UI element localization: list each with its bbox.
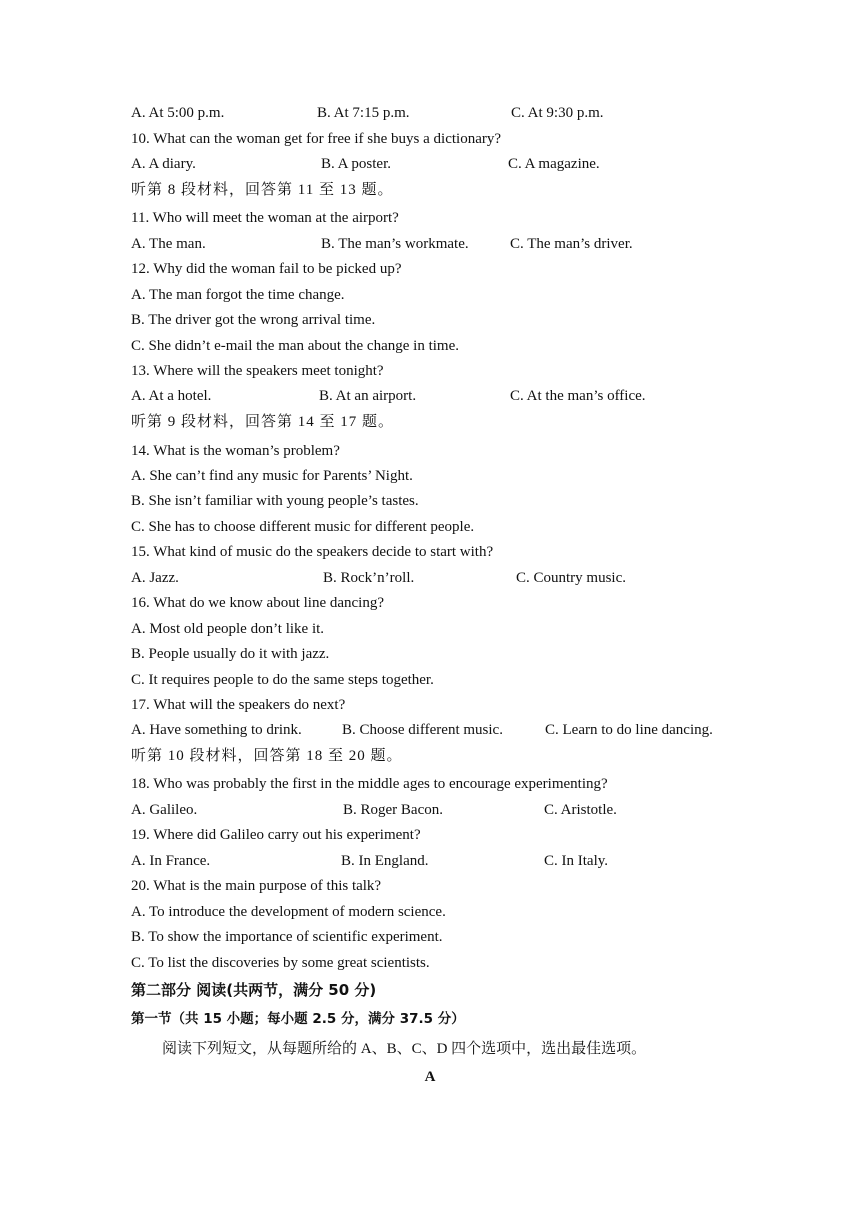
q14-option-b: B. She isn’t familiar with young people’s tastes.	[131, 493, 419, 509]
q17-option-a: A. Have something to drink.	[131, 722, 302, 738]
q13-question: 13. Where will the speakers meet tonight?	[131, 363, 384, 379]
q9-option-a: A. At 5:00 p.m.	[131, 105, 225, 121]
q17-question: 17. What will the speakers do next?	[131, 697, 346, 713]
q14-option-a: A. She can’t find any music for Parents’ Night.	[131, 468, 413, 484]
q10-option-a: A. A diary.	[131, 156, 196, 172]
q18-option-a: A. Galileo.	[131, 802, 198, 818]
q16-question: 16. What do we know about line dancing?	[131, 595, 384, 611]
q16-option-b: B. People usually do it with jazz.	[131, 646, 330, 662]
section-1-title: 第一节（共 15 小题；每小题 2.5 分，满分 37.5 分）	[131, 1011, 465, 1027]
reading-instruction: 阅读下列短文，从每题所给的 A、B、C、D 四个选项中，选出最佳选项。	[162, 1041, 647, 1057]
q12-option-c: C. She didn’t e-mail the man about the change in time.	[131, 338, 459, 354]
q13-option-c: C. At the man’s office.	[510, 388, 646, 404]
q19-option-a: A. In France.	[131, 853, 211, 869]
section-9-heading: 听第 9 段材料，回答第 14 至 17 题。	[131, 414, 395, 430]
q11-question: 11. Who will meet the woman at the airport?	[131, 210, 399, 226]
section-8-heading: 听第 8 段材料，回答第 11 至 13 题。	[131, 182, 394, 198]
q17-option-b: B. Choose different music.	[342, 722, 503, 738]
q18-option-b: B. Roger Bacon.	[343, 802, 443, 818]
q17-option-c: C. Learn to do line dancing.	[545, 722, 713, 738]
q14-question: 14. What is the woman’s problem?	[131, 443, 340, 459]
q16-option-c: C. It requires people to do the same steps together.	[131, 672, 434, 688]
q16-option-a: A. Most old people don’t like it.	[131, 621, 325, 637]
q9-option-c: C. At 9:30 p.m.	[511, 105, 604, 121]
q14-option-c: C. She has to choose different music for different people.	[131, 519, 475, 535]
q11-option-a: A. The man.	[131, 236, 206, 252]
q10-question: 10. What can the woman get for free if she buys a dictionary?	[131, 131, 502, 147]
q12-option-a: A. The man forgot the time change.	[131, 287, 345, 303]
q12-option-b: B. The driver got the wrong arrival time.	[131, 312, 376, 328]
q20-option-a: A. To introduce the development of modern science.	[131, 904, 446, 920]
q15-option-a: A. Jazz.	[131, 570, 179, 586]
q11-option-b: B. The man’s workmate.	[321, 236, 469, 252]
q20-question: 20. What is the main purpose of this talk?	[131, 878, 382, 894]
part-2-title: 第二部分 阅读(共两节，满分 50 分)	[131, 981, 377, 999]
q20-option-c: C. To list the discoveries by some great scientists.	[131, 955, 430, 971]
passage-label: A	[424, 1069, 436, 1085]
q13-option-a: A. At a hotel.	[131, 388, 212, 404]
q15-option-c: C. Country music.	[516, 570, 627, 586]
q19-option-c: C. In Italy.	[544, 853, 609, 869]
q12-question: 12. Why did the woman fail to be picked up?	[131, 261, 402, 277]
q19-option-b: B. In England.	[341, 853, 429, 869]
q18-question: 18. Who was probably the first in the middle ages to encourage experimenting?	[131, 776, 608, 792]
q15-option-b: B. Rock’n’roll.	[323, 570, 415, 586]
q18-option-c: C. Aristotle.	[544, 802, 617, 818]
q10-option-c: C. A magazine.	[508, 156, 600, 172]
section-10-heading: 听第 10 段材料，回答第 18 至 20 题。	[131, 748, 403, 764]
q20-option-b: B. To show the importance of scientific experiment.	[131, 929, 443, 945]
q10-option-b: B. A poster.	[321, 156, 392, 172]
q19-question: 19. Where did Galileo carry out his experiment?	[131, 827, 421, 843]
q15-question: 15. What kind of music do the speakers decide to start with?	[131, 544, 494, 560]
q9-option-b: B. At 7:15 p.m.	[317, 105, 410, 121]
q11-option-c: C. The man’s driver.	[510, 236, 633, 252]
q13-option-b: B. At an airport.	[319, 388, 417, 404]
